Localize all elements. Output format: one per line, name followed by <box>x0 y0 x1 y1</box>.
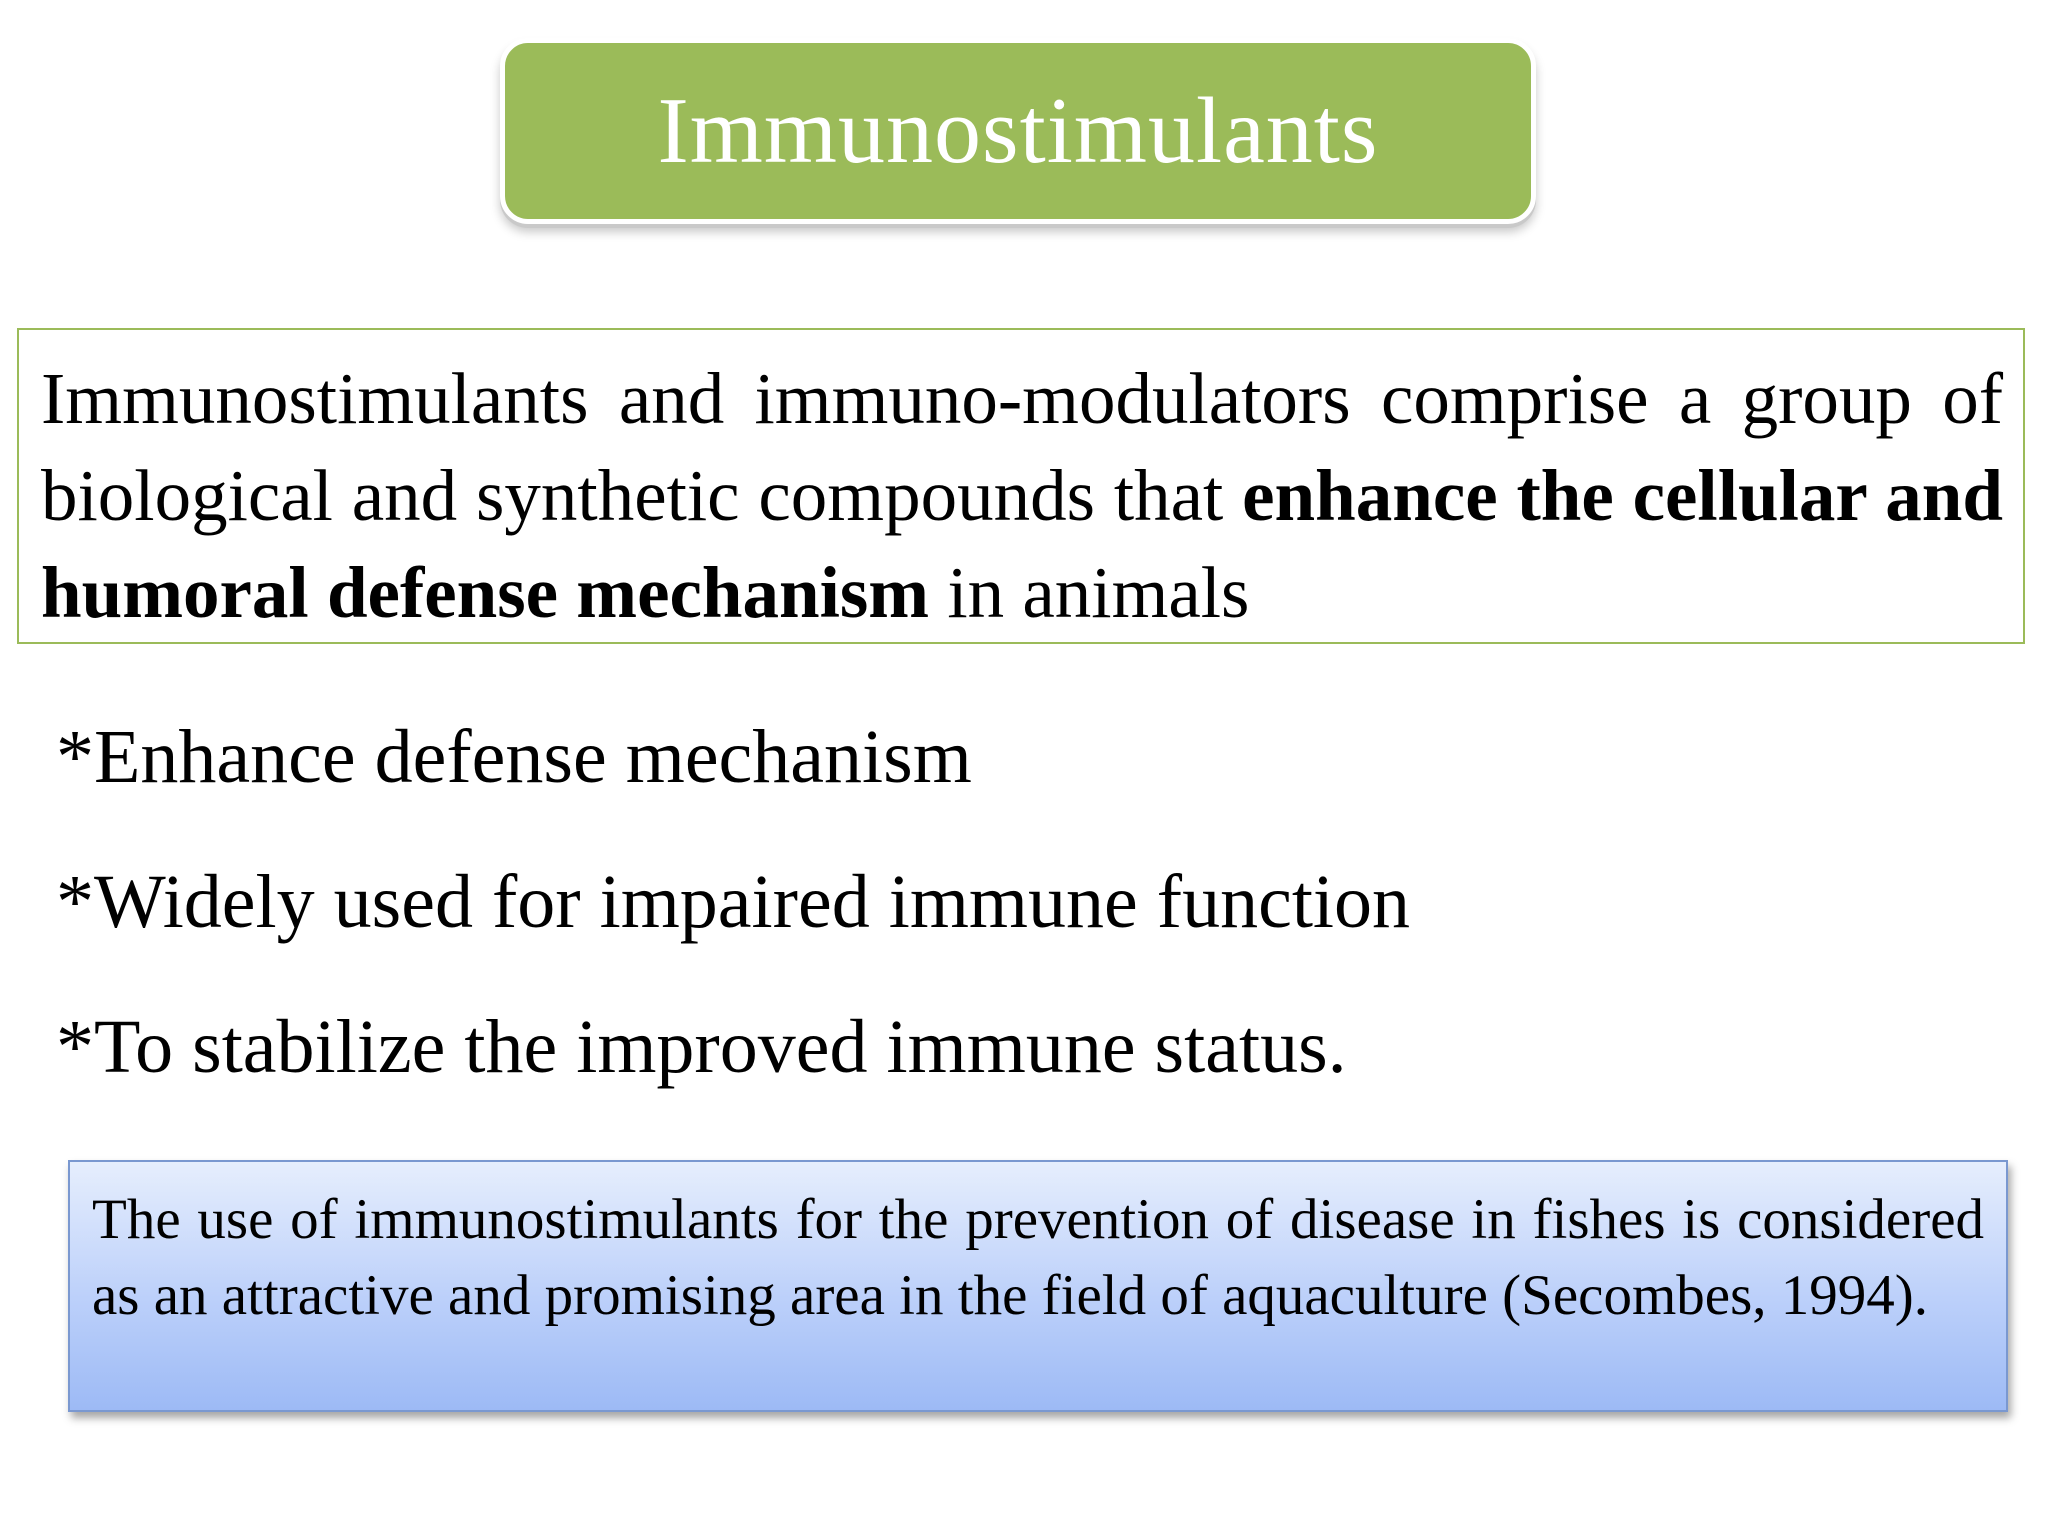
definition-part2: in animals <box>929 552 1250 633</box>
definition-bold: enhance the cellular and humoral defense mechanism <box>41 455 2003 633</box>
bullet-list <box>56 712 1856 1147</box>
citation-note-text: The use of immunostimulants for the prevention of disease in fishes is considered as an attractive and promising area in the field of aquaculture (Secombes, 1994). <box>92 1188 1984 1327</box>
bullet-item: *To stabilize the improved immune status. <box>56 1005 1347 1089</box>
title-banner <box>500 38 1536 224</box>
bullet-item: *Enhance defense mechanism <box>56 715 972 799</box>
definition-part1: Immunostimulants and immuno-modulators comprise a group of biological and synthetic compounds that <box>41 358 2003 536</box>
definition-text <box>41 350 2003 641</box>
bullet-item: *Widely used for impaired immune function <box>56 860 1411 944</box>
slide-title: Immunostimulants <box>657 79 1379 183</box>
definition-box <box>17 328 2025 644</box>
citation-note-box <box>68 1160 2008 1412</box>
